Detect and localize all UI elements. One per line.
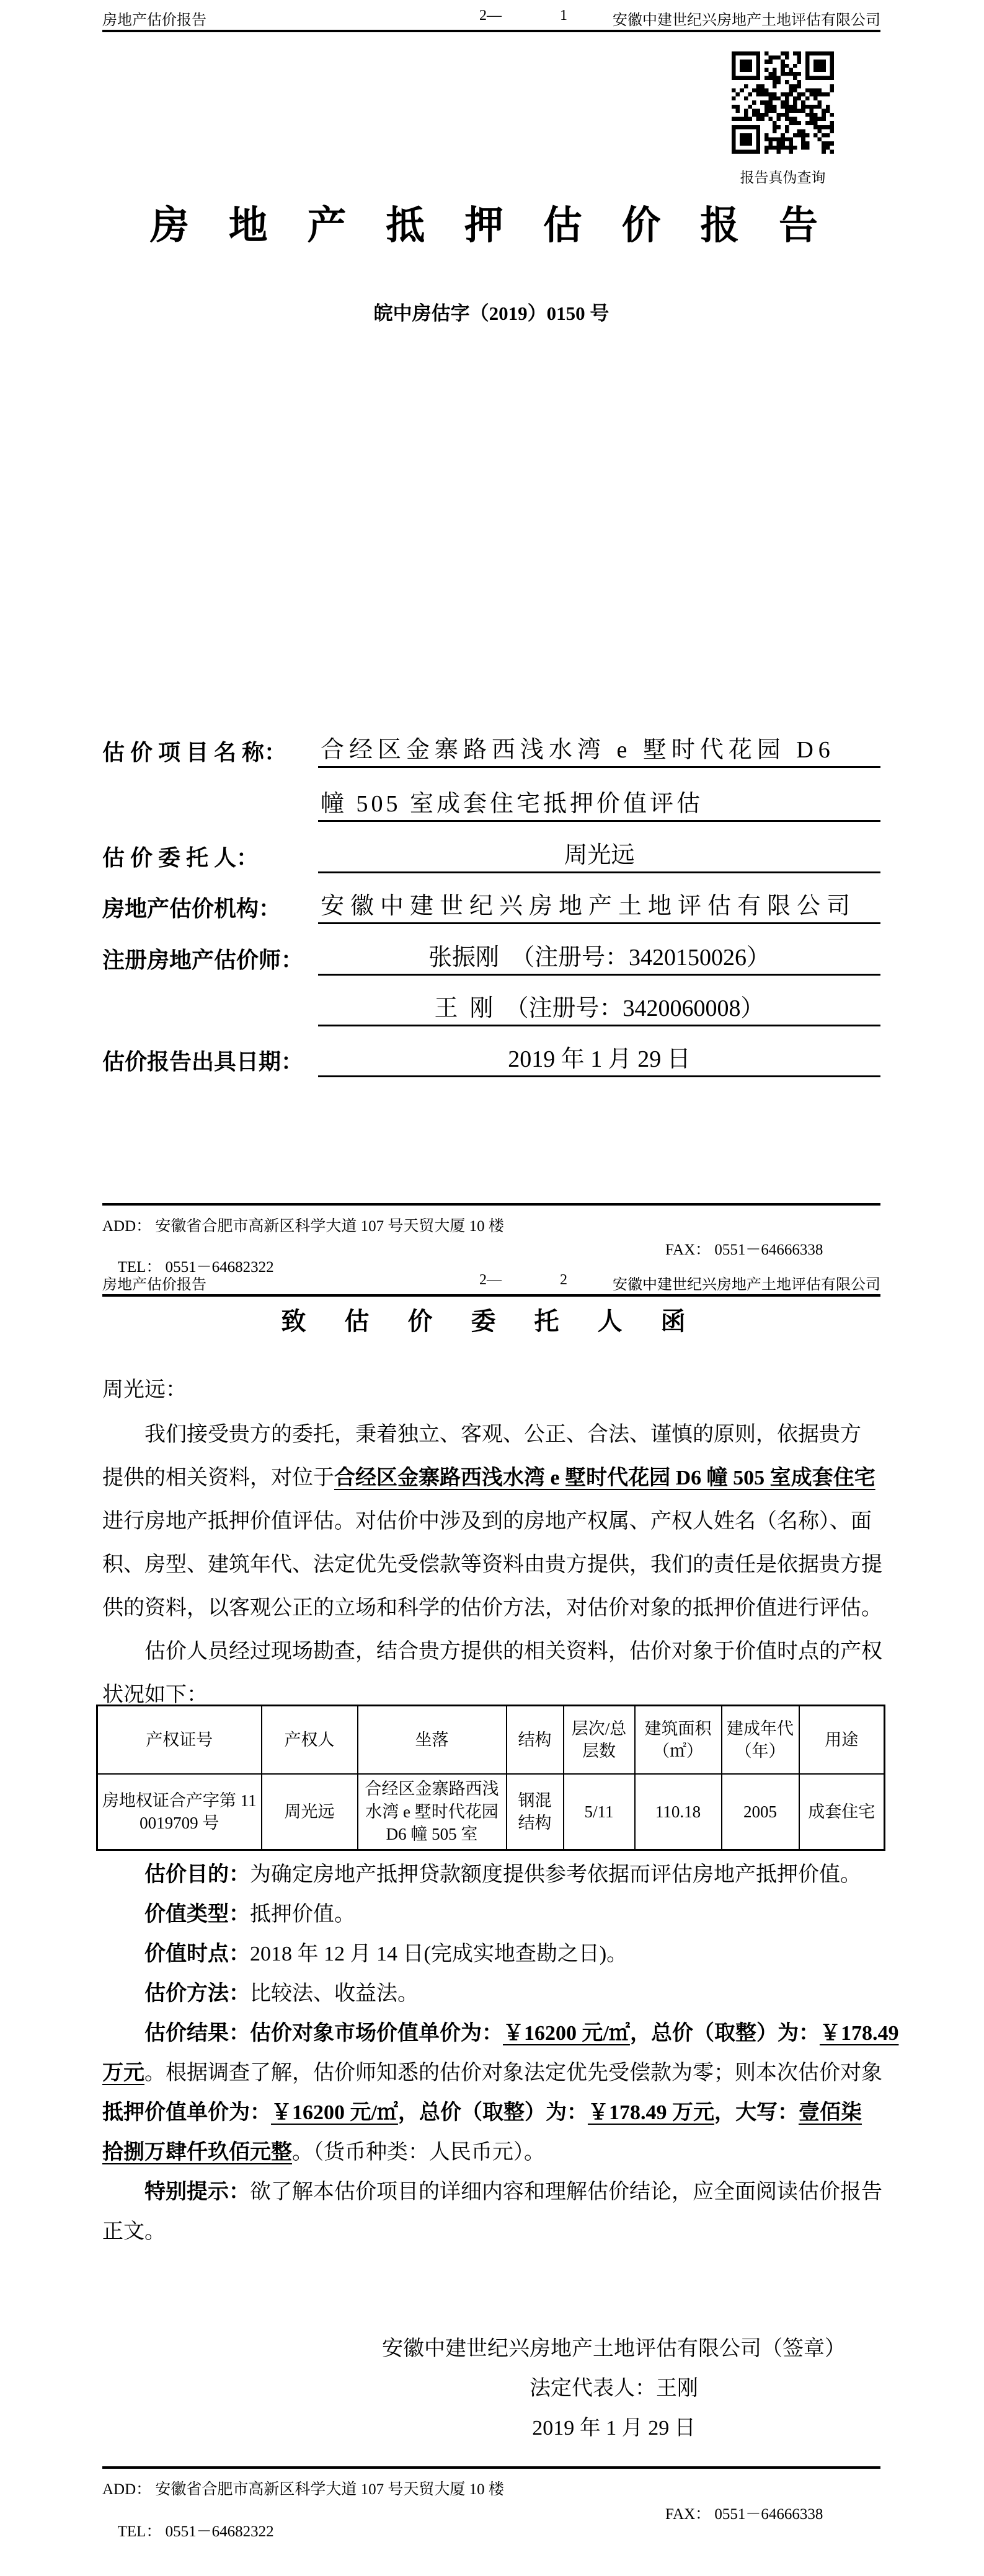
field-value-project-line2: 幢 505 室成套住宅抵押价值评估 — [318, 788, 880, 822]
cell-year-built: 2005 — [722, 1774, 799, 1850]
letter-line: 状况如下： — [102, 1683, 208, 1706]
doc-number: 皖中房估字（2019）0150 号 — [373, 302, 609, 324]
ownership-table — [96, 1705, 885, 1851]
header-page-number: 1 — [560, 7, 567, 24]
mortgage-text: 抵押价值单价为： — [102, 2101, 271, 2124]
letter-text: 提供的相关资料，对位于 — [102, 1467, 334, 1489]
section-text: 欲了解本估价项目的详细内容和理解估价结论，应全面阅读估价报告 — [250, 2181, 882, 2203]
section-label: 估价目的： — [144, 1863, 250, 1886]
cell-owner: 周光远 — [262, 1774, 358, 1850]
section-notice — [102, 2177, 927, 2208]
field-row-agency — [102, 891, 880, 924]
qr-caption: 报告真伪查询 — [740, 170, 826, 185]
th-cert-number: 产权证号 — [97, 1706, 262, 1775]
unit-price-value: ￥16200 元/㎡ — [503, 2022, 630, 2045]
footer-rule-page2 — [102, 2466, 880, 2469]
header-doc-type: 房地产估价报告 — [102, 12, 206, 29]
field-row-appraiser2 — [102, 993, 880, 1026]
table-row — [97, 1774, 885, 1850]
section-label: 特别提示： — [144, 2181, 250, 2203]
footer-tel-fax-page2 — [102, 2502, 880, 2576]
field-value-agency: 安徽中建世纪兴房地产土地评估有限公司 — [318, 890, 880, 924]
th-year-built: 建成年代（年） — [722, 1706, 799, 1775]
th-location: 坐落 — [358, 1706, 507, 1775]
cell-area: 110.18 — [635, 1774, 722, 1850]
page2-header — [102, 1268, 880, 1297]
signature-legal-rep: 法定代表人：王刚 — [530, 2377, 698, 2400]
letter-line: 估价人员经过现场勘查，结合贵方提供的相关资料，估价对象于价值时点的产权 — [144, 1640, 882, 1663]
section-text: 为确定房地产抵押贷款额度提供参考依据而评估房地产抵押价值。 — [250, 1863, 861, 1886]
result-text: 。根据调查了解，估价师知悉的估价对象法定优先受偿款为零；则本次估价对象 — [144, 2062, 882, 2084]
field-label-appraiser: 注册房地产估价师： — [102, 948, 304, 973]
th-area: 建筑面积（㎡） — [635, 1706, 722, 1775]
property-name-emphasis: 合经区金寨路西浅水湾 e 墅时代花园 D6 幢 505 室成套住宅 — [334, 1467, 875, 1489]
letter-line — [102, 1463, 885, 1494]
field-value-client: 周光远 — [318, 839, 880, 873]
section-mortgage-line1 — [102, 2097, 885, 2128]
th-structure: 结构 — [507, 1706, 564, 1775]
result-text: ，总价（取整）为： — [629, 2022, 820, 2045]
section-purpose — [102, 1859, 927, 1890]
letter-title: 致 估 价 委 托 人 函 — [281, 1307, 702, 1335]
section-value-type — [102, 1899, 927, 1930]
result-text: 估价对象市场价值单价为： — [250, 2022, 503, 2045]
th-usage: 用途 — [799, 1706, 885, 1775]
field-label-client: 估 价 委 托 人： — [102, 845, 259, 870]
header-company: 安徽中建世纪兴房地产土地评估有限公司 — [613, 1277, 880, 1293]
field-value-issue-date: 2019 年 1 月 29 日 — [318, 1043, 880, 1077]
field-row-client — [102, 840, 880, 873]
mortgage-capital-amount: 壹佰柒 — [798, 2101, 862, 2124]
mortgage-text: 。（货币种类：人民币元）。 — [292, 2141, 545, 2164]
footer-address-page1: ADD： 安徽省合肥市高新区科学大道 107 号天贸大厦 10 楼 — [102, 1218, 504, 1235]
letter-line: 我们接受贵方的委托，秉着独立、客观、公正、合法、谨慎的原则，依据贵方 — [144, 1423, 861, 1446]
header-page-prefix: 2— — [479, 1272, 502, 1288]
mortgage-capital-amount: 拾捌万肆仟玖佰元整 — [102, 2141, 292, 2164]
field-row-project — [102, 734, 880, 768]
signature-date: 2019 年 1 月 29 日 — [532, 2417, 696, 2440]
field-label-agency: 房地产估价机构： — [102, 896, 281, 921]
total-price-value: ￥178.49 — [819, 2022, 899, 2045]
section-method — [102, 1978, 927, 2009]
field-label-project: 估 价 项 目 名 称： — [102, 740, 287, 765]
section-result-line1 — [102, 2018, 927, 2049]
letter-line: 供的资料，以客观公正的立场和科学的估价方法，对估价对象的抵押价值进行评估。 — [102, 1597, 882, 1620]
table-header-row — [97, 1706, 885, 1775]
section-label: 价值时点： — [144, 1943, 250, 1965]
mortgage-text: ，总价（取整）为： — [397, 2101, 588, 2124]
header-company: 安徽中建世纪兴房地产土地评估有限公司 — [613, 12, 880, 29]
page1-header — [102, 4, 880, 32]
section-notice-cont: 正文。 — [102, 2220, 166, 2243]
field-row-issue-date — [102, 1044, 880, 1077]
section-label: 价值类型： — [144, 1903, 250, 1926]
header-page-prefix: 2— — [479, 7, 502, 24]
field-value-appraiser2: 王 刚 （注册号：3420060008） — [318, 992, 880, 1026]
footer-fax: FAX： 0551－64666338 — [665, 2506, 823, 2523]
footer-fax: FAX： 0551－64666338 — [665, 1242, 823, 1258]
section-label: 估价方法： — [144, 1982, 250, 2005]
th-floor: 层次/总层数 — [564, 1706, 635, 1775]
cell-structure: 钢混结构 — [507, 1774, 564, 1850]
mortgage-total-price: ￥178.49 万元 — [587, 2101, 714, 2124]
signature-company: 安徽中建世纪兴房地产土地评估有限公司（签章） — [382, 2337, 846, 2360]
letter-line: 积、房型、建筑年代、法定优先受偿款等资料由贵方提供，我们的责任是依据贵方提 — [102, 1553, 882, 1576]
section-text: 比较法、收益法。 — [250, 1982, 419, 2005]
report-title: 房 地 产 抵 押 估 价 报 告 — [150, 204, 833, 247]
cell-cert-number: 房地权证合产字第 110019709 号 — [97, 1774, 262, 1850]
qr-code — [732, 51, 834, 154]
header-page-number: 2 — [560, 1272, 567, 1288]
signature-block — [347, 2329, 880, 2448]
header-doc-type: 房地产估价报告 — [102, 1277, 206, 1293]
cell-location: 合经区金寨路西浅水湾 e 墅时代花园 D6 幢 505 室 — [358, 1774, 507, 1850]
mortgage-unit-price: ￥16200 元/㎡ — [271, 2101, 398, 2124]
mortgage-text: ，大写： — [714, 2101, 799, 2124]
footer-tel: TEL： 0551－64682322 — [117, 1259, 274, 1276]
field-row-project-cont — [102, 788, 880, 822]
section-text: 2018 年 12 月 14 日(完成实地查勘之日)。 — [250, 1943, 628, 1965]
footer-address-page2: ADD： 安徽省合肥市高新区科学大道 107 号天贸大厦 10 楼 — [102, 2481, 504, 2498]
section-text: 抵押价值。 — [250, 1903, 355, 1926]
th-owner: 产权人 — [262, 1706, 358, 1775]
letter-line: 进行房地产抵押价值评估。对估价中涉及到的房地产权属、产权人姓名（名称）、面 — [102, 1510, 872, 1533]
footer-rule-page1 — [102, 1203, 880, 1206]
qr-code-image — [732, 51, 834, 154]
section-value-date — [102, 1939, 927, 1970]
section-mortgage-line2 — [102, 2137, 885, 2168]
field-label-issue-date: 估价报告出具日期： — [102, 1049, 304, 1074]
section-result-line2 — [102, 2058, 885, 2089]
field-row-appraiser — [102, 942, 880, 976]
total-price-unit: 万元 — [102, 2062, 144, 2084]
field-value-project-line1: 合经区金寨路西浅水湾 e 墅时代花园 D6 — [318, 734, 880, 768]
letter-salutation: 周光远： — [102, 1378, 187, 1401]
cell-floor: 5/11 — [564, 1774, 635, 1850]
field-value-appraiser1: 张振刚 （注册号：3420150026） — [318, 942, 880, 976]
cell-usage: 成套住宅 — [799, 1774, 885, 1850]
section-label: 估价结果： — [144, 2022, 250, 2045]
footer-tel: TEL： 0551－64682322 — [117, 2523, 274, 2540]
